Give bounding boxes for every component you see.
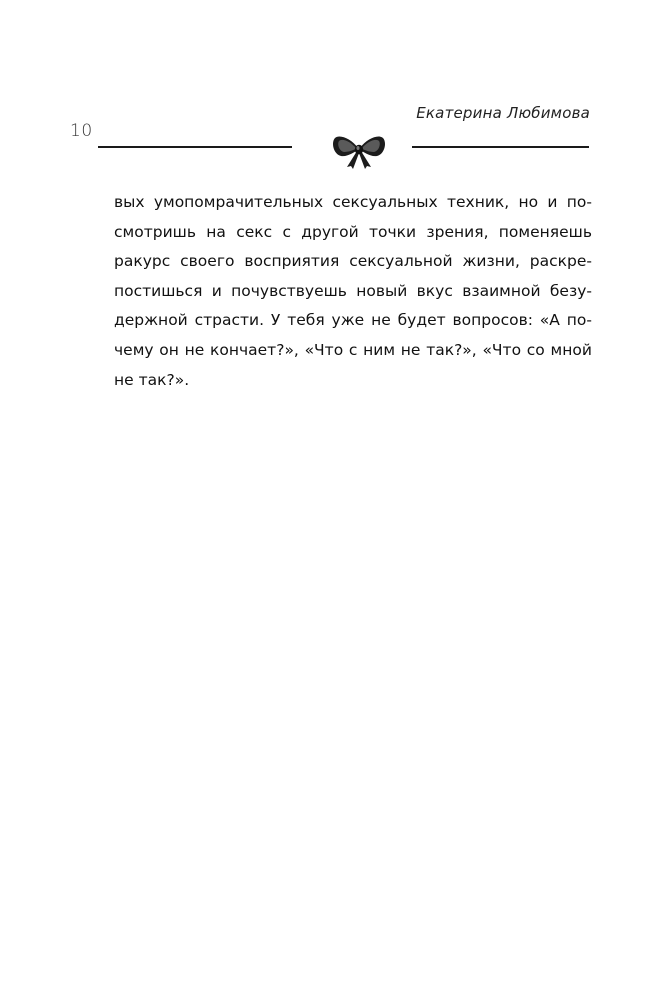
header-rule-left: [98, 146, 292, 148]
body-text: [114, 188, 592, 395]
word: восприятия: [244, 252, 340, 271]
word: почувствуешь: [231, 281, 347, 300]
word: ним: [363, 340, 396, 359]
word: «Что: [304, 340, 344, 359]
word: так?»,: [426, 340, 477, 359]
word: новый: [356, 281, 408, 300]
word: зрения,: [426, 222, 489, 241]
word: взаимной: [462, 281, 541, 300]
word: уже: [331, 311, 365, 330]
bow-ornament-icon: [331, 130, 387, 170]
word: постишься: [114, 281, 203, 300]
word: с: [282, 222, 291, 241]
running-head-author: Екатерина Любимова: [416, 104, 590, 122]
word: не: [184, 340, 205, 359]
word: смотришь: [114, 222, 196, 241]
word: с: [348, 340, 358, 359]
word: держной: [114, 311, 188, 330]
word: вопросов:: [452, 311, 533, 330]
text-line: [114, 336, 592, 366]
word: техник,: [446, 193, 510, 211]
word: не: [371, 311, 391, 330]
word: но: [518, 193, 539, 211]
text-line: [114, 366, 592, 396]
word: «Что: [482, 340, 522, 359]
text-line: [114, 188, 592, 218]
word: вых: [114, 193, 145, 211]
word: раскре-: [529, 252, 592, 271]
word: ракурс: [114, 252, 171, 271]
word: секс: [236, 222, 273, 241]
word: со: [526, 340, 545, 359]
word: и: [547, 193, 558, 211]
word: сексуальной: [349, 252, 453, 271]
word: умопомрачительных: [153, 193, 324, 211]
word: безу-: [549, 281, 592, 300]
word: мной: [550, 340, 592, 359]
word: он: [159, 340, 179, 359]
word: У: [270, 311, 281, 330]
text-line: [114, 247, 592, 277]
word: будет: [397, 311, 446, 330]
word: не: [400, 340, 421, 359]
word: тебя: [287, 311, 325, 330]
word: так?».: [138, 370, 190, 389]
word: и: [211, 281, 222, 300]
word: своего: [180, 252, 235, 271]
page-number: 10: [70, 121, 93, 141]
word: другой: [301, 222, 359, 241]
word: «А: [539, 311, 560, 330]
word: жизни,: [462, 252, 520, 271]
word: кончает?»,: [210, 340, 299, 359]
word: страсти.: [194, 311, 265, 330]
text-line: [114, 306, 592, 336]
word: точки: [369, 222, 417, 241]
text-line: [114, 218, 592, 248]
word: поменяешь: [498, 222, 592, 241]
text-line: [114, 277, 592, 307]
word: сексуальных: [332, 193, 438, 211]
word: по-: [566, 193, 592, 211]
word: вкус: [416, 281, 453, 300]
header-rule-right: [412, 146, 589, 148]
word: на: [206, 222, 226, 241]
word: по-: [566, 311, 592, 330]
word: чему: [114, 340, 154, 359]
word: не: [114, 370, 139, 389]
